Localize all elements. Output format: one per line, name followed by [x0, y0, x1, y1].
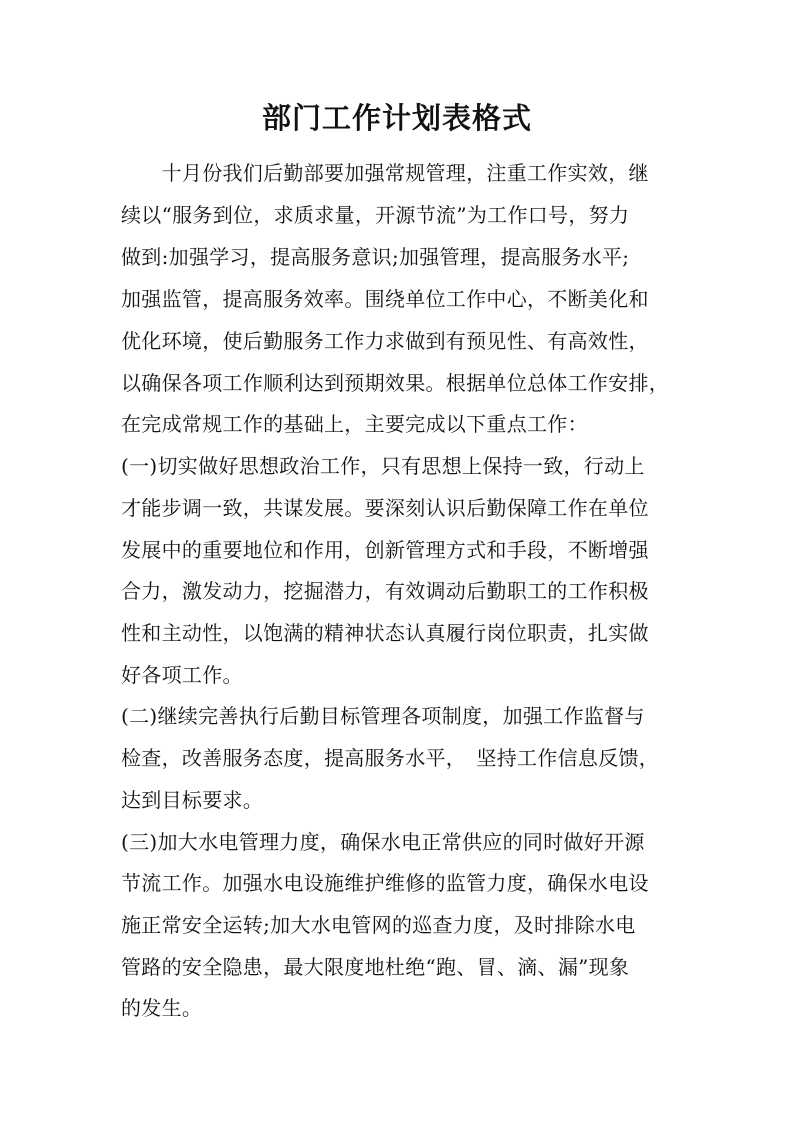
text-line: (一)切实做好思想政治工作，只有思想上保持一致，行动上: [121, 454, 645, 478]
text-line: 节流工作。加强水电设施维护维修的监管力度，确保水电设: [121, 871, 649, 895]
text-line: 才能步调一致，共谋发展。要深刻认识后勤保障工作在单位: [121, 496, 649, 520]
text-line: 在完成常规工作的基础上，主要完成以下重点工作：: [121, 412, 588, 436]
text-line: 好各项工作。: [121, 663, 243, 687]
text-line: 十月份我们后勤部要加强常规管理，注重工作实效，继: [121, 161, 649, 185]
text-line: 施正常安全运转;加大水电管网的巡查力度，及时排除水电: [121, 913, 636, 937]
text-line: 加强监管，提高服务效率。围绕单位工作中心，不断美化和: [121, 287, 649, 311]
text-line: 做到:加强学习，提高服务意识;加强管理，提高服务水平;: [121, 245, 630, 269]
text-line: 性和主动性，以饱满的精神状态认真履行岗位职责，扎实做: [121, 621, 649, 645]
text-line: 管路的安全隐患，最大限度地杜绝“跑、冒、滴、漏”现象: [121, 955, 630, 979]
text-line: 优化环境，使后勤服务工作力求做到有预见性、有高效性，: [121, 329, 649, 353]
text-line: 以确保各项工作顺利达到预期效果。根据单位总体工作安排，: [121, 371, 670, 395]
text-line: 检查，改善服务态度，提高服务水平， 坚持工作信息反馈，: [121, 746, 660, 770]
text-line: 合力，激发动力，挖掘潜力，有效调动后勤职工的工作积极: [121, 579, 649, 603]
text-line: 的发生。: [121, 996, 203, 1020]
text-line: 续以“服务到位，求质求量，开源节流”为工作口号，努力: [121, 203, 630, 227]
text-line: 达到目标要求。: [121, 788, 264, 812]
document-title: 部门工作计划表格式: [261, 101, 532, 135]
text-line: (二)继续完善执行后勤目标管理各项制度，加强工作监督与: [121, 704, 645, 728]
text-line: (三)加大水电管理力度，确保水电正常供应的同时做好开源: [121, 830, 645, 854]
text-line: 发展中的重要地位和作用，创新管理方式和手段，不断增强: [121, 538, 649, 562]
